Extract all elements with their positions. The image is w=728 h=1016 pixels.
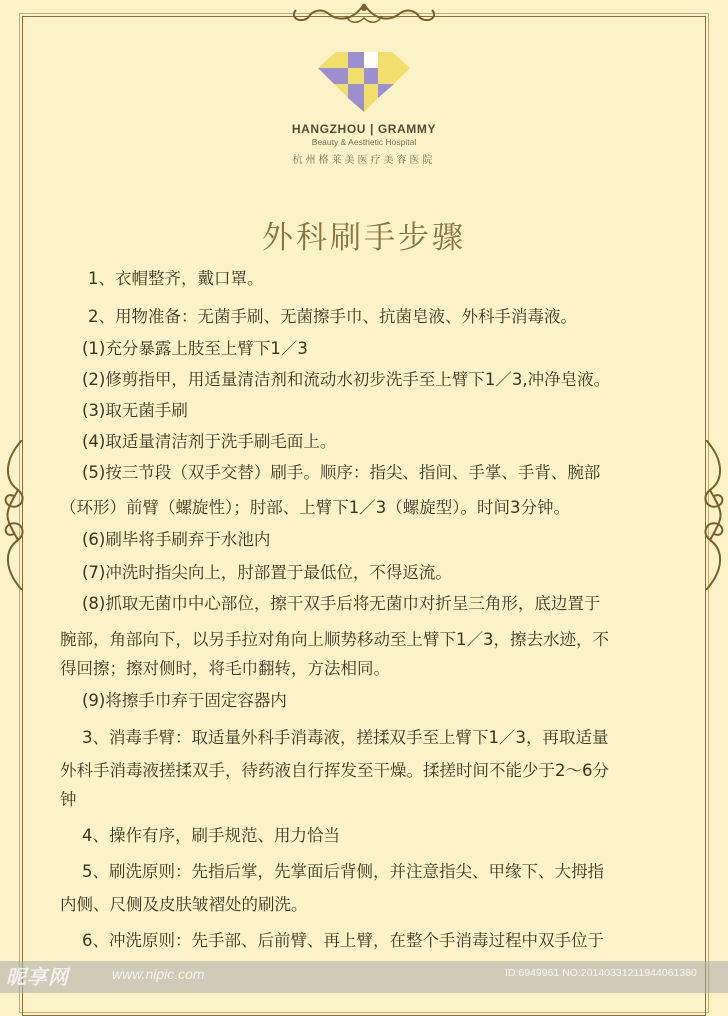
step-line: (6)刷毕将手刷弃于水池内	[82, 530, 271, 549]
step-line: (4)取适量清洁剂于洗手刷毛面上。	[82, 432, 337, 451]
right-ornament-icon	[700, 440, 728, 590]
step-line: (9)将擦手巾弃于固定容器内	[82, 691, 287, 710]
step-line: 钟	[60, 790, 77, 809]
step-line: 内侧、尺侧及皮肤皱褶处的刷洗。	[60, 895, 308, 914]
step-line: 得回擦；擦对侧时，将毛巾翻转，方法相同。	[60, 659, 390, 678]
step-line: 5、刷洗原则：先指后掌，先掌面后背侧，并注意指尖、甲缘下、大拇指	[82, 862, 604, 881]
step-line: (8)抓取无菌巾中心部位，擦干双手后将无菌巾对折呈三角形，底边置于	[82, 594, 601, 613]
brand-name: HANGZHOU | GRAMMY	[291, 122, 437, 136]
left-ornament-icon	[0, 440, 28, 590]
step-line: 腕部，角部向下，以另手拉对角向上顺势移动至上臂下1／3，擦去水迹，不	[60, 630, 609, 649]
step-line: 1、衣帽整齐，戴口罩。	[88, 269, 264, 288]
step-line: (1)充分暴露上肢至上臂下1／3	[82, 339, 308, 358]
step-line: 4、操作有序，刷手规范、用力恰当	[82, 826, 340, 845]
step-line: (2)修剪指甲，用适量清洁剂和流动水初步洗手至上臂下1／3,冲净皂液。	[82, 370, 611, 389]
watermark-id: ID:6949961 NO:20140331211944061380	[505, 967, 697, 979]
step-line: 3、消毒手臂：取适量外科手消毒液，搓揉双手至上臂下1／3，再取适量	[82, 728, 609, 747]
page-title: 外科刷手步骤	[262, 220, 466, 256]
step-line: (7)冲洗时指尖向上，肘部置于最低位，不得返流。	[82, 563, 452, 582]
step-line: （环形）前臂（螺旋性）；肘部、上臂下1／3（螺旋型）。时间3分钟。	[60, 498, 570, 517]
brand-chinese-name: 杭州格莱美医疗美容医院	[292, 155, 436, 166]
step-line: 6、冲洗原则：先手部、后前臂、再上臂，在整个手消毒过程中双手位于	[82, 931, 604, 950]
watermark-url: www.nipic.com	[112, 966, 205, 982]
step-line: 外科手消毒液搓揉双手，待药液自行挥发至干燥。揉搓时间不能少于2～6分	[60, 761, 609, 780]
step-line: (5)按三节段（双手交替）刷手。顺序：指尖、指间、手掌、手背、腕部	[82, 463, 601, 482]
brand-subtitle: Beauty & Aesthetic Hospital	[311, 137, 417, 147]
top-ornament-icon	[284, 0, 444, 28]
grammy-diamond-logo-icon	[318, 50, 410, 112]
step-line: 2、用物准备：无菌手刷、无菌擦手巾、抗菌皂液、外科手消毒液。	[88, 307, 577, 326]
watermark-site: 昵享网	[6, 965, 69, 989]
step-line: (3)取无菌手刷	[82, 401, 188, 420]
